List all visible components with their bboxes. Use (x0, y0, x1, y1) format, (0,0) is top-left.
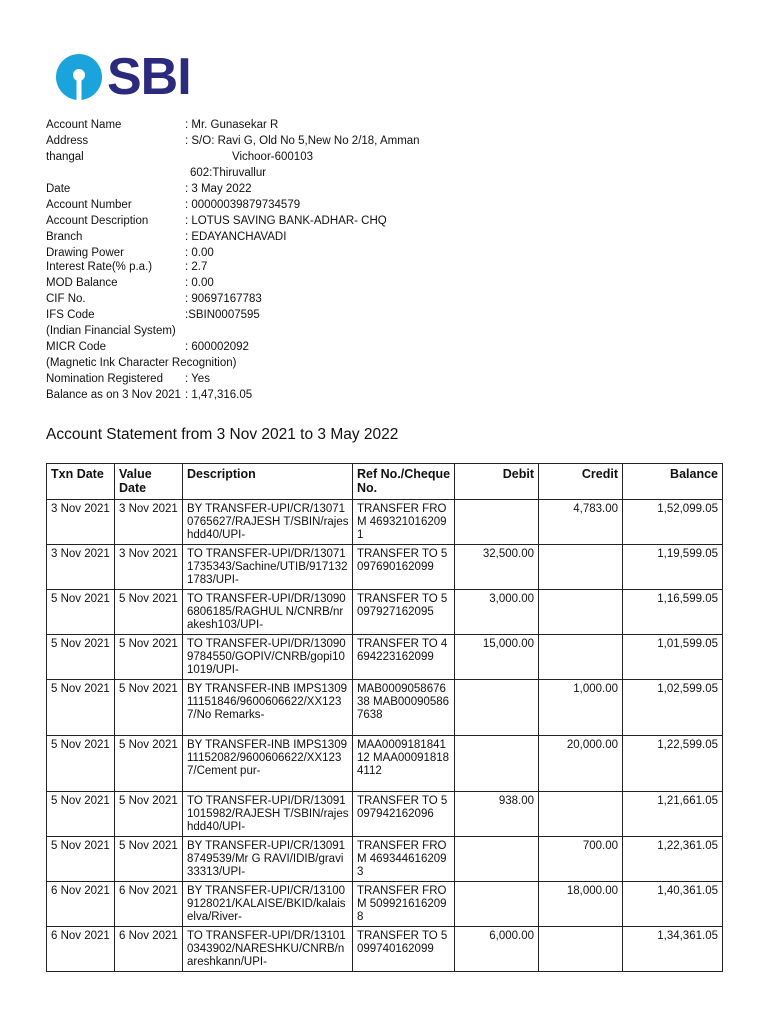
cell-credit: 20,000.00 (539, 736, 623, 792)
cell-debit (455, 736, 539, 792)
cell-balance: 1,34,361.05 (623, 927, 723, 972)
cell-ref (353, 882, 455, 927)
cell-value-date: 5 Nov 2021 (115, 635, 183, 680)
cell-ref-text: TRANSFER TO 5099740162099 (357, 930, 448, 955)
cell-credit (539, 545, 623, 590)
cell-description-text: BY TRANSFER-UPI/CR/130710765627/RAJESH T/SBIN/rajeshdd40/UPI- (187, 503, 349, 541)
cell-credit (539, 590, 623, 635)
cell-description (183, 545, 353, 590)
cell-ref (353, 927, 455, 972)
cell-ref (353, 635, 455, 680)
cell-description-text: TO TRANSFER-UPI/DR/130911015982/RAJESH T/SBIN/rajeshdd40/UPI- (187, 795, 349, 833)
info-value: Vichoor-600103 (232, 151, 313, 163)
info-value: : Mr. Gunasekar R (185, 119, 279, 131)
sbi-keyhole-icon (55, 53, 103, 101)
cell-txn-date: 6 Nov 2021 (47, 927, 115, 972)
cell-txn-date: 5 Nov 2021 (47, 837, 115, 882)
info-label: MOD Balance (46, 277, 118, 289)
cell-value-date: 5 Nov 2021 (115, 792, 183, 837)
info-label: Address (46, 135, 89, 147)
info-value: : 3 May 2022 (185, 183, 252, 195)
cell-credit: 4,783.00 (539, 500, 623, 545)
cell-credit (539, 635, 623, 680)
cell-value-date: 5 Nov 2021 (115, 590, 183, 635)
cell-description-text: BY TRANSFER-INB IMPS130911151846/9600606622/XX1237/No Remarks- (187, 683, 347, 721)
cell-credit: 700.00 (539, 837, 623, 882)
table-row (47, 882, 723, 927)
cell-txn-date: 5 Nov 2021 (47, 736, 115, 792)
col-header-txn-date: Txn Date (47, 464, 115, 500)
cell-debit: 3,000.00 (455, 590, 539, 635)
cell-description-text: TO TRANSFER-UPI/DR/130909784550/GOPIV/CNRB/gopi101019/UPI- (187, 638, 346, 676)
table-row (47, 680, 723, 736)
cell-txn-date: 5 Nov 2021 (47, 680, 115, 736)
info-label: Drawing Power (46, 247, 124, 259)
cell-description-text: TO TRANSFER-UPI/DR/130711735343/Sachine/UTIB/9171321783/UPI- (187, 548, 348, 586)
cell-description (183, 882, 353, 927)
cell-credit (539, 792, 623, 837)
cell-ref-text: TRANSFER FROM 4693446162093 (357, 840, 447, 878)
info-label: (Indian Financial System) (46, 325, 176, 337)
cell-description (183, 736, 353, 792)
cell-ref-text: TRANSFER TO 5097690162099 (357, 548, 448, 573)
transactions-table (46, 463, 723, 972)
statement-title: Account Statement from 3 Nov 2021 to 3 May 2022 (46, 426, 399, 443)
info-label: MICR Code (46, 341, 107, 353)
cell-txn-date: 6 Nov 2021 (47, 882, 115, 927)
cell-value-date: 6 Nov 2021 (115, 927, 183, 972)
info-label: Branch (46, 231, 83, 243)
info-label: Date (46, 183, 71, 195)
cell-balance: 1,22,599.05 (623, 736, 723, 792)
cell-credit: 1,000.00 (539, 680, 623, 736)
info-label: Balance as on 3 Nov 2021 (46, 389, 181, 401)
info-value: :SBIN0007595 (185, 309, 260, 321)
cell-ref (353, 837, 455, 882)
cell-ref-text: MAB000905867638 MAB000905867638 (357, 683, 450, 721)
info-value: : 2.7 (185, 261, 208, 273)
cell-ref (353, 736, 455, 792)
cell-txn-date: 5 Nov 2021 (47, 635, 115, 680)
info-value: : 0.00 (185, 277, 214, 289)
cell-debit: 938.00 (455, 792, 539, 837)
cell-description-text: BY TRANSFER-UPI/CR/131009128021/KALAISE/BKID/kalaiselva/River- (187, 885, 346, 923)
table-row (47, 545, 723, 590)
cell-balance: 1,22,361.05 (623, 837, 723, 882)
cell-description (183, 500, 353, 545)
col-header-ref-no: Ref No./Cheque No. (353, 464, 455, 500)
cell-description (183, 635, 353, 680)
cell-value-date: 3 Nov 2021 (115, 500, 183, 545)
col-header-balance: Balance (623, 464, 723, 500)
col-header-description: Description (183, 464, 353, 500)
info-label: thangal (46, 151, 84, 163)
info-value: : S/O: Ravi G, Old No 5,New No 2/18, Amman (185, 135, 420, 147)
info-label: IFS Code (46, 309, 95, 321)
cell-ref (353, 500, 455, 545)
info-value: : 0.00 (185, 247, 214, 259)
table-row (47, 792, 723, 837)
table-row (47, 635, 723, 680)
cell-ref (353, 590, 455, 635)
cell-description-text: BY TRANSFER-UPI/CR/130918749539/Mr G RAVI/IDIB/gravi33313/UPI- (187, 840, 346, 878)
info-value: : EDAYANCHAVADI (185, 231, 287, 243)
cell-description-text: BY TRANSFER-INB IMPS130911152082/9600606622/XX1237/Cement pur- (187, 739, 347, 777)
cell-ref (353, 680, 455, 736)
info-value: : 600002092 (185, 341, 249, 353)
table-header-row (47, 464, 723, 500)
cell-description (183, 680, 353, 736)
cell-debit (455, 882, 539, 927)
cell-txn-date: 3 Nov 2021 (47, 500, 115, 545)
cell-balance: 1,52,099.05 (623, 500, 723, 545)
cell-value-date: 5 Nov 2021 (115, 837, 183, 882)
cell-description (183, 792, 353, 837)
cell-balance: 1,40,361.05 (623, 882, 723, 927)
cell-ref-text: TRANSFER TO 5097927162095 (357, 593, 448, 618)
info-label: Nomination Registered (46, 373, 163, 385)
info-label: CIF No. (46, 293, 86, 305)
sbi-logo (55, 48, 191, 106)
col-header-debit: Debit (455, 464, 539, 500)
cell-balance: 1,01,599.05 (623, 635, 723, 680)
cell-balance: 1,21,661.05 (623, 792, 723, 837)
table-row (47, 837, 723, 882)
cell-description (183, 590, 353, 635)
table-row (47, 927, 723, 972)
table-row (47, 500, 723, 545)
col-header-value-date: Value Date (115, 464, 183, 500)
cell-value-date: 6 Nov 2021 (115, 882, 183, 927)
cell-value-date: 5 Nov 2021 (115, 736, 183, 792)
cell-debit (455, 837, 539, 882)
info-value: : 90697167783 (185, 293, 262, 305)
cell-debit: 6,000.00 (455, 927, 539, 972)
cell-debit (455, 680, 539, 736)
cell-ref (353, 545, 455, 590)
cell-balance: 1,02,599.05 (623, 680, 723, 736)
info-value: : Yes (185, 373, 210, 385)
cell-ref (353, 792, 455, 837)
cell-value-date: 3 Nov 2021 (115, 545, 183, 590)
cell-txn-date: 5 Nov 2021 (47, 792, 115, 837)
cell-ref-text: TRANSFER TO 4694223162099 (357, 638, 448, 663)
cell-description (183, 927, 353, 972)
sbi-logo-text: SBI (107, 48, 191, 106)
info-label: Account Description (46, 215, 149, 227)
info-label: Interest Rate(% p.a.) (46, 261, 153, 273)
cell-ref-text: TRANSFER FROM 5099216162098 (357, 885, 447, 923)
cell-ref-text: TRANSFER FROM 4693210162091 (357, 503, 447, 541)
info-value: : 00000039879734579 (185, 199, 301, 211)
info-label: (Magnetic Ink Character Recognition) (46, 357, 237, 369)
cell-balance: 1,19,599.05 (623, 545, 723, 590)
table-row (47, 736, 723, 792)
info-label: Account Name (46, 119, 122, 131)
cell-balance: 1,16,599.05 (623, 590, 723, 635)
cell-debit (455, 500, 539, 545)
cell-debit: 15,000.00 (455, 635, 539, 680)
info-label: Account Number (46, 199, 132, 211)
table-row (47, 590, 723, 635)
cell-ref-text: MAA000918184112 MAA000918184112 (357, 739, 450, 777)
cell-txn-date: 3 Nov 2021 (47, 545, 115, 590)
info-value: : 1,47,316.05 (185, 389, 253, 401)
col-header-credit: Credit (539, 464, 623, 500)
cell-ref-text: TRANSFER TO 5097942162096 (357, 795, 448, 820)
info-value: : LOTUS SAVING BANK-ADHAR- CHQ (185, 215, 387, 227)
cell-credit (539, 927, 623, 972)
cell-description-text: TO TRANSFER-UPI/DR/131010343902/NARESHKU/CNRB/nareshkann/UPI- (187, 930, 346, 968)
cell-description-text: TO TRANSFER-UPI/DR/130906806185/RAGHUL N/CNRB/nrakesh103/UPI- (187, 593, 346, 631)
cell-value-date: 5 Nov 2021 (115, 680, 183, 736)
cell-credit: 18,000.00 (539, 882, 623, 927)
cell-txn-date: 5 Nov 2021 (47, 590, 115, 635)
cell-debit: 32,500.00 (455, 545, 539, 590)
cell-description (183, 837, 353, 882)
info-value: 602:Thiruvallur (190, 167, 267, 179)
